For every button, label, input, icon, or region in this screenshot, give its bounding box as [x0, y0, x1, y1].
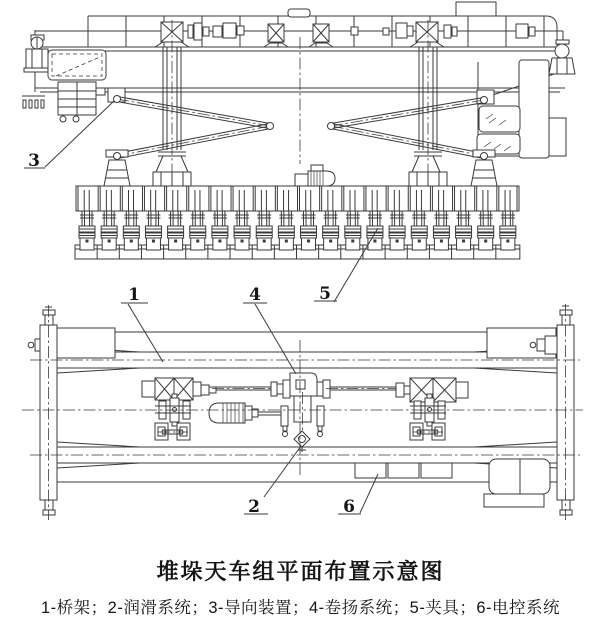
- right-wheel: [555, 44, 569, 58]
- figure-legend: 1-桥架；2-润滑系统；3-导向装置；4-卷扬系统；5-夹具；6-电控系统: [40, 599, 561, 617]
- drive-shaft: [155, 22, 535, 47]
- roof-box: [456, 2, 496, 16]
- callout-label-3: 3: [28, 151, 40, 171]
- guide-linkage-left: [104, 88, 274, 186]
- figure-title: 堆垛天车组平面布置示意图: [156, 559, 445, 584]
- end-carriage-left: [40, 305, 57, 520]
- drive-motor: [209, 403, 282, 423]
- callout-1: [121, 285, 163, 362]
- lubrication-pump: [294, 431, 310, 452]
- elevation-view: [22, 2, 575, 259]
- cab-box-right: [487, 328, 558, 358]
- hoist-drive-motor: [295, 37, 335, 186]
- callout-label-6: 6: [343, 497, 355, 517]
- callout-4: [243, 285, 296, 374]
- callout-label-5: 5: [319, 284, 331, 304]
- winch-drum: [281, 392, 324, 437]
- center-hatch: [288, 9, 310, 17]
- winch-gear-case: [290, 373, 317, 396]
- control-boxes: [355, 463, 452, 478]
- callout-label-2: 2: [248, 497, 260, 517]
- callout-label-4: 4: [249, 285, 261, 305]
- callout-label-1: 1: [128, 285, 140, 305]
- plan-view: [22, 304, 583, 520]
- end-carriage-right: [557, 304, 574, 520]
- driver-cab: [484, 459, 550, 507]
- callout-6: [338, 474, 378, 517]
